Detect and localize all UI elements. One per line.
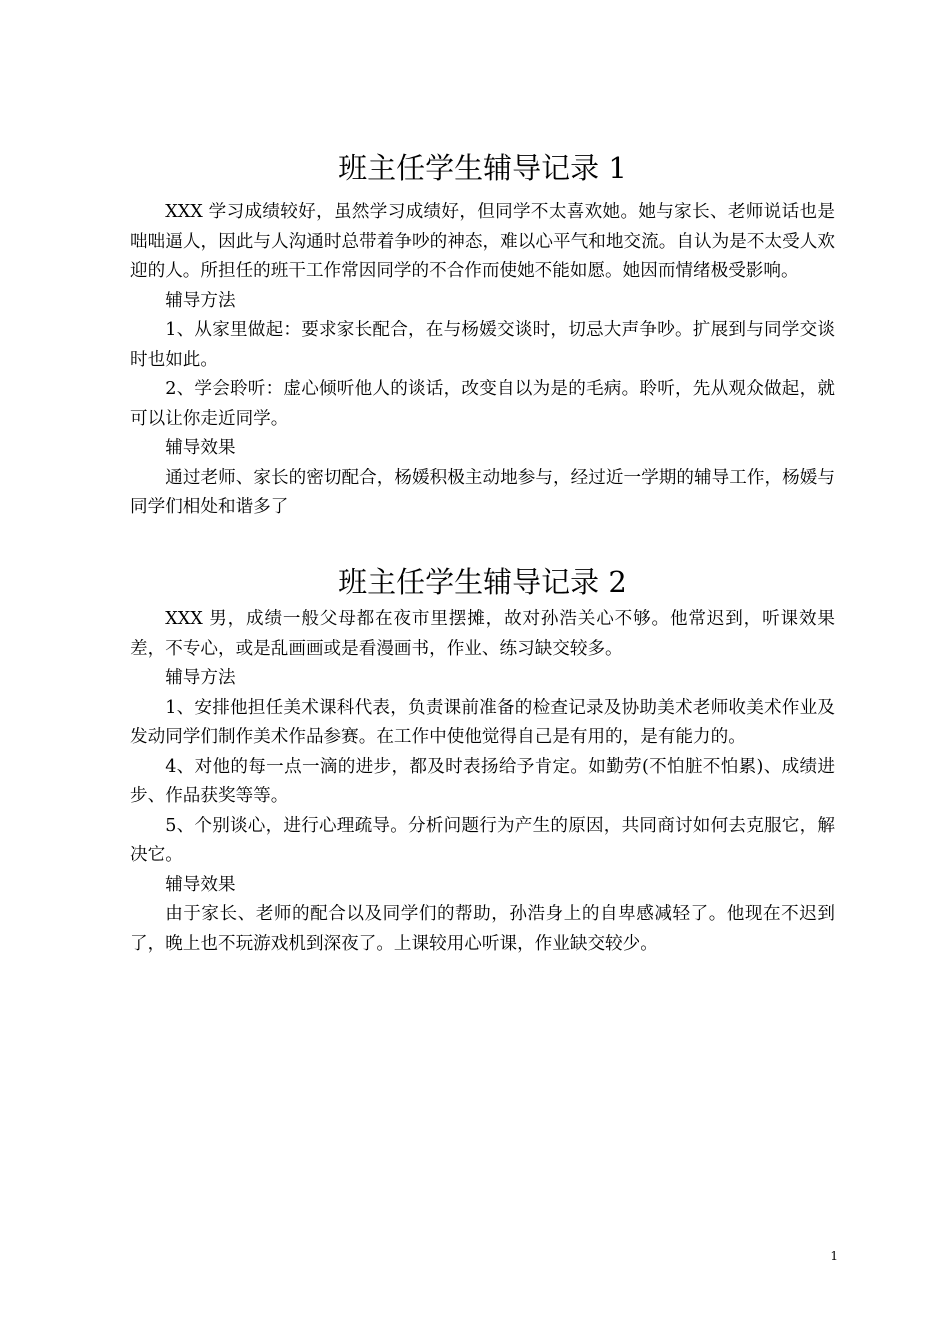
record-2-method-heading: 辅导方法 bbox=[165, 668, 236, 688]
record-2-method-item-4: 4、对他的每一点一滴的进步，都及时表扬给予肯定。如勤劳(不怕脏不怕累)、成绩进步、作品获奖等等。 bbox=[130, 756, 835, 806]
record-2 bbox=[130, 563, 835, 959]
record-2-method-item-1: 1、安排他担任美术课科代表，负责课前准备的检查记录及协助美术老师收美术作业及发动同学们制作美术作品参赛。在工作中使他觉得自己是有用的，是有能力的。 bbox=[130, 697, 835, 747]
record-2-method-item-5: 5、个别谈心，进行心理疏导。分析问题行为产生的原因，共同商讨如何去克服它，解决它。 bbox=[130, 815, 835, 865]
record-2-effect-text: 由于家长、老师的配合以及同学们的帮助，孙浩身上的自卑感减轻了。他现在不迟到了，晚上也不玩游戏机到深夜了。上课较用心听课，作业缺交较少。 bbox=[130, 904, 835, 954]
record-2-body bbox=[130, 605, 835, 959]
record-1-method-heading: 辅导方法 bbox=[165, 290, 236, 311]
record-1-description: XXX 学习成绩较好，虽然学习成绩好，但同学不太喜欢她。她与家长、老师说话也是咄咄逼人，因此与人沟通时总带着争吵的神态，难以心平气和地交流。自认为是不太受人欢迎的人。所担任的班干工作常因同学的不合作而使她不能如愿。她因而情绪极受影响。 bbox=[130, 202, 835, 281]
record-1-effect-text: 通过老师、家长的密切配合，杨媛积极主动地参与，经过近一学期的辅导工作，杨媛与同学们相处和谐多了 bbox=[130, 467, 835, 517]
record-2-effect-heading: 辅导效果 bbox=[165, 874, 236, 895]
record-1 bbox=[130, 148, 835, 523]
record-1-title: 班主任学生辅导记录 1 bbox=[338, 151, 627, 185]
record-2-title: 班主任学生辅导记录 2 bbox=[338, 565, 627, 599]
record-1-body bbox=[130, 198, 835, 523]
record-2-description: XXX 男，成绩一般父母都在夜市里摆摊，故对孙浩关心不够。他常迟到，听课效果差，不专心，或是乱画画或是看漫画书，作业、练习缺交较多。 bbox=[130, 609, 835, 659]
record-1-effect-heading: 辅导效果 bbox=[165, 438, 236, 458]
record-1-method-item-2: 2、学会聆听：虚心倾听他人的谈话，改变自以为是的毛病。聆听，先从观众做起，就可以让你走近同学。 bbox=[130, 379, 835, 429]
page-number: 1 bbox=[830, 1249, 838, 1263]
record-1-method-item-1: 1、从家里做起：要求家长配合，在与杨媛交谈时，切忌大声争吵。扩展到与同学交谈时也如此。 bbox=[130, 320, 835, 370]
